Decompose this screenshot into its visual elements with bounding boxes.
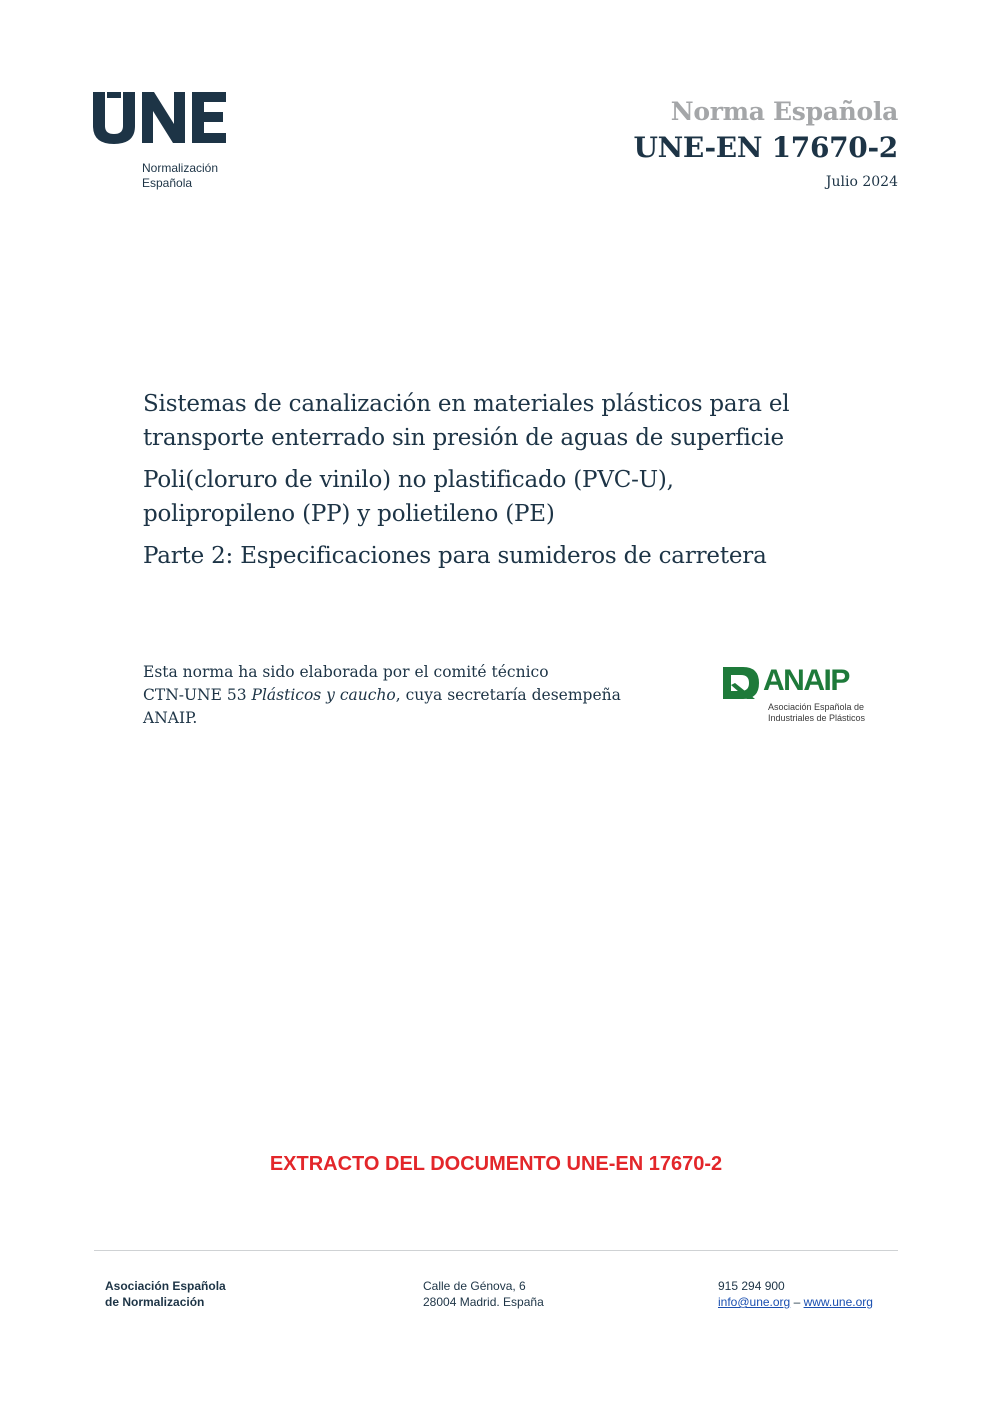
une-subtitle-line2: Española xyxy=(142,176,193,190)
une-logo-subtitle xyxy=(142,161,218,191)
footer-divider xyxy=(94,1250,898,1251)
website-link[interactable]: www.une.org xyxy=(803,1295,873,1309)
standard-label: Norma Española xyxy=(670,97,898,126)
committee-statement xyxy=(143,661,683,730)
footer-address-line-2: 28004 Madrid. España xyxy=(423,1295,544,1309)
committee-line-1: Esta norma ha sido elaborada por el comité técnico xyxy=(143,663,549,681)
footer-org-line-1: Asociación Española xyxy=(105,1279,226,1293)
committee-line-2 xyxy=(143,684,683,707)
footer-link-separator: – xyxy=(790,1295,804,1309)
committee-line-3: ANAIP. xyxy=(143,709,198,727)
anaip-emblem-icon xyxy=(721,665,765,701)
standard-date: Julio 2024 xyxy=(825,174,898,190)
title-paragraph-3: Parte 2: Especificaciones para sumideros de carretera xyxy=(143,543,767,569)
une-subtitle-line1: Normalización xyxy=(142,161,219,175)
standard-code: UNE-EN 17670-2 xyxy=(633,131,898,164)
email-link[interactable]: info@une.org xyxy=(718,1295,791,1309)
title-paragraph-2: Poli(cloruro de vinilo) no plastificado (PVC-U), polipropileno (PP) y polietileno (PE) xyxy=(143,467,674,527)
anaip-subtitle-line1: Asociación Española de xyxy=(768,702,865,712)
footer-org-line-2: de Normalización xyxy=(105,1295,205,1309)
footer-address xyxy=(423,1278,544,1310)
title-paragraph-1: Sistemas de canalización en materiales plásticos para el transporte enterrado sin presión de aguas de superficie xyxy=(143,391,790,451)
footer-phone: 915 294 900 xyxy=(718,1279,785,1293)
footer-address-line-1: Calle de Génova, 6 xyxy=(423,1279,526,1293)
anaip-wordmark: ANAIP xyxy=(763,664,849,697)
standard-header xyxy=(634,96,899,190)
footer-organization xyxy=(105,1278,226,1310)
committee-name: Plásticos y caucho xyxy=(251,686,396,704)
extract-notice: EXTRACTO DEL DOCUMENTO UNE-EN 17670-2 xyxy=(269,1153,723,1175)
committee-secretariat: , cuya secretaría desempeña xyxy=(395,686,621,704)
anaip-logo xyxy=(721,663,871,733)
une-logo xyxy=(93,88,253,198)
document-title xyxy=(143,387,903,581)
anaip-subtitle xyxy=(768,702,865,724)
footer-links xyxy=(718,1294,873,1310)
footer-contact xyxy=(718,1278,873,1310)
committee-code: CTN-UNE 53 xyxy=(143,686,252,704)
anaip-subtitle-line2: Industriales de Plásticos xyxy=(768,713,866,723)
une-wordmark-icon xyxy=(93,88,233,148)
